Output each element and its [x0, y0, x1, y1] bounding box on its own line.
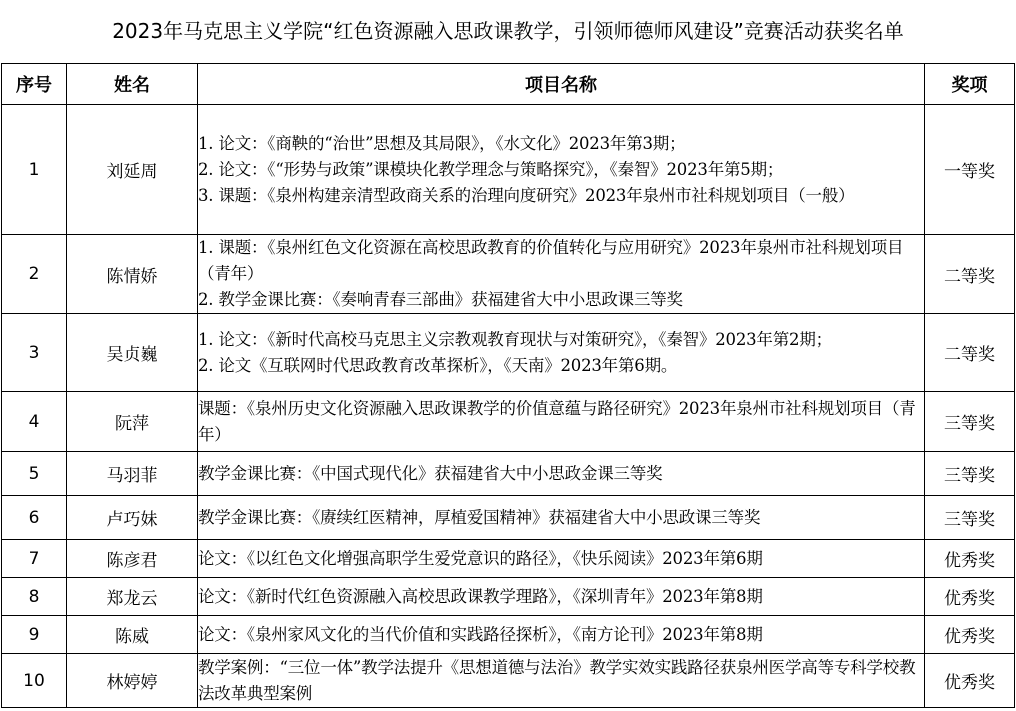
project-line: 1. 论文：《商鞅的“治世”思想及其局限》，《水文化》2023年第3期；: [198, 133, 686, 153]
row-seq: 9: [2, 616, 67, 654]
row-project: [198, 235, 925, 314]
table-row: [2, 235, 1015, 314]
row-seq: 3: [2, 314, 67, 392]
row-name: 刘延周: [67, 105, 198, 235]
row-name: 阮萍: [67, 392, 198, 452]
row-project: [198, 578, 925, 616]
row-award: 三等奖: [925, 496, 1015, 540]
row-name: 吴贞巍: [67, 314, 198, 392]
project-line: 2. 论文《互联网时代思政教育改革探析》，《天南》2023年第6期。: [198, 355, 678, 375]
row-name: 林婷婷: [67, 654, 198, 708]
row-name: 陈威: [67, 616, 198, 654]
row-name: 郑龙云: [67, 578, 198, 616]
row-award: 三等奖: [925, 392, 1015, 452]
project-line: 教学金课比赛：《中国式现代化》获福建省大中小思政金课三等奖: [198, 463, 663, 483]
row-name: 陈彦君: [67, 540, 198, 578]
table-row: [2, 496, 1015, 540]
row-award: 优秀奖: [925, 540, 1015, 578]
project-line: 论文：《泉州家风文化的当代价值和实践路径探析》，《南方论刊》2023年第8期: [198, 624, 763, 644]
row-seq: 7: [2, 540, 67, 578]
row-project: [198, 105, 925, 235]
header-seq: 序号: [2, 64, 67, 105]
project-line: 2. 论文：《“形势与政策”课模块化教学理念与策略探究》，《秦智》2023年第5期；: [198, 159, 784, 179]
row-seq: 4: [2, 392, 67, 452]
row-seq: 2: [2, 235, 67, 314]
table-row: [2, 105, 1015, 235]
project-line: 1. 论文：《新时代高校马克思主义宗教观教育现状与对策研究》，《秦智》2023年第2期；: [198, 329, 832, 349]
row-project: [198, 654, 925, 708]
row-name: 陈情娇: [67, 235, 198, 314]
table-row: [2, 392, 1015, 452]
project-line: 2. 教学金课比赛：《奏响青春三部曲》获福建省大中小思政课三等奖: [198, 290, 683, 309]
row-project: [198, 314, 925, 392]
header-project: 项目名称: [198, 64, 925, 105]
row-award: 一等奖: [925, 105, 1015, 235]
row-project: [198, 616, 925, 654]
row-name: 卢巧妹: [67, 496, 198, 540]
table-row: [2, 654, 1015, 708]
row-award: 优秀奖: [925, 616, 1015, 654]
row-award: 优秀奖: [925, 578, 1015, 616]
row-project: [198, 540, 925, 578]
row-seq: 10: [2, 654, 67, 708]
row-award: 二等奖: [925, 235, 1015, 314]
table-row: [2, 314, 1015, 392]
header-name: 姓名: [67, 64, 198, 105]
row-award: 优秀奖: [925, 654, 1015, 708]
project-line: 论文：《以红色文化增强高职学生爱党意识的路径》，《快乐阅读》2023年第6期: [198, 548, 763, 568]
row-seq: 8: [2, 578, 67, 616]
table-row: [2, 616, 1015, 654]
project-line: 1. 课题：《泉州红色文化资源在高校思政教育的价值转化与应用研究》2023年泉州市社科规划项目（青年）: [198, 238, 904, 283]
table-row: [2, 540, 1015, 578]
row-seq: 1: [2, 105, 67, 235]
row-seq: 6: [2, 496, 67, 540]
row-project: [198, 452, 925, 496]
header-award: 奖项: [925, 64, 1015, 105]
row-name: 马羽菲: [67, 452, 198, 496]
row-award: 二等奖: [925, 314, 1015, 392]
row-seq: 5: [2, 452, 67, 496]
document-title: 2023年马克思主义学院“红色资源融入思政课教学，引领师德师风建设”竞赛活动获奖名单: [112, 19, 904, 43]
table-row: [2, 578, 1015, 616]
project-line: 教学案例：“三位一体”教学法提升《思想道德与法治》教学实效实践路径获泉州医学高等专科学校教法改革典型案例: [198, 657, 916, 703]
row-award: 三等奖: [925, 452, 1015, 496]
row-project: [198, 392, 925, 452]
awards-table: [1, 63, 1015, 708]
project-line: 课题：《泉州历史文化资源融入思政课教学的价值意蕴与路径研究》2023年泉州市社科规划项目（青年）: [198, 398, 916, 444]
table-header-row: [2, 64, 1015, 105]
row-project: [198, 496, 925, 540]
project-line: 3. 课题：《泉州构建亲清型政商关系的治理向度研究》2023年泉州市社科规划项目（一般）: [198, 185, 855, 205]
table-row: [2, 452, 1015, 496]
project-line: 论文：《新时代红色资源融入高校思政课教学理路》，《深圳青年》2023年第8期: [198, 586, 763, 606]
project-line: 教学金课比赛：《赓续红医精神，厚植爱国精神》获福建省大中小思政课三等奖: [198, 507, 761, 527]
